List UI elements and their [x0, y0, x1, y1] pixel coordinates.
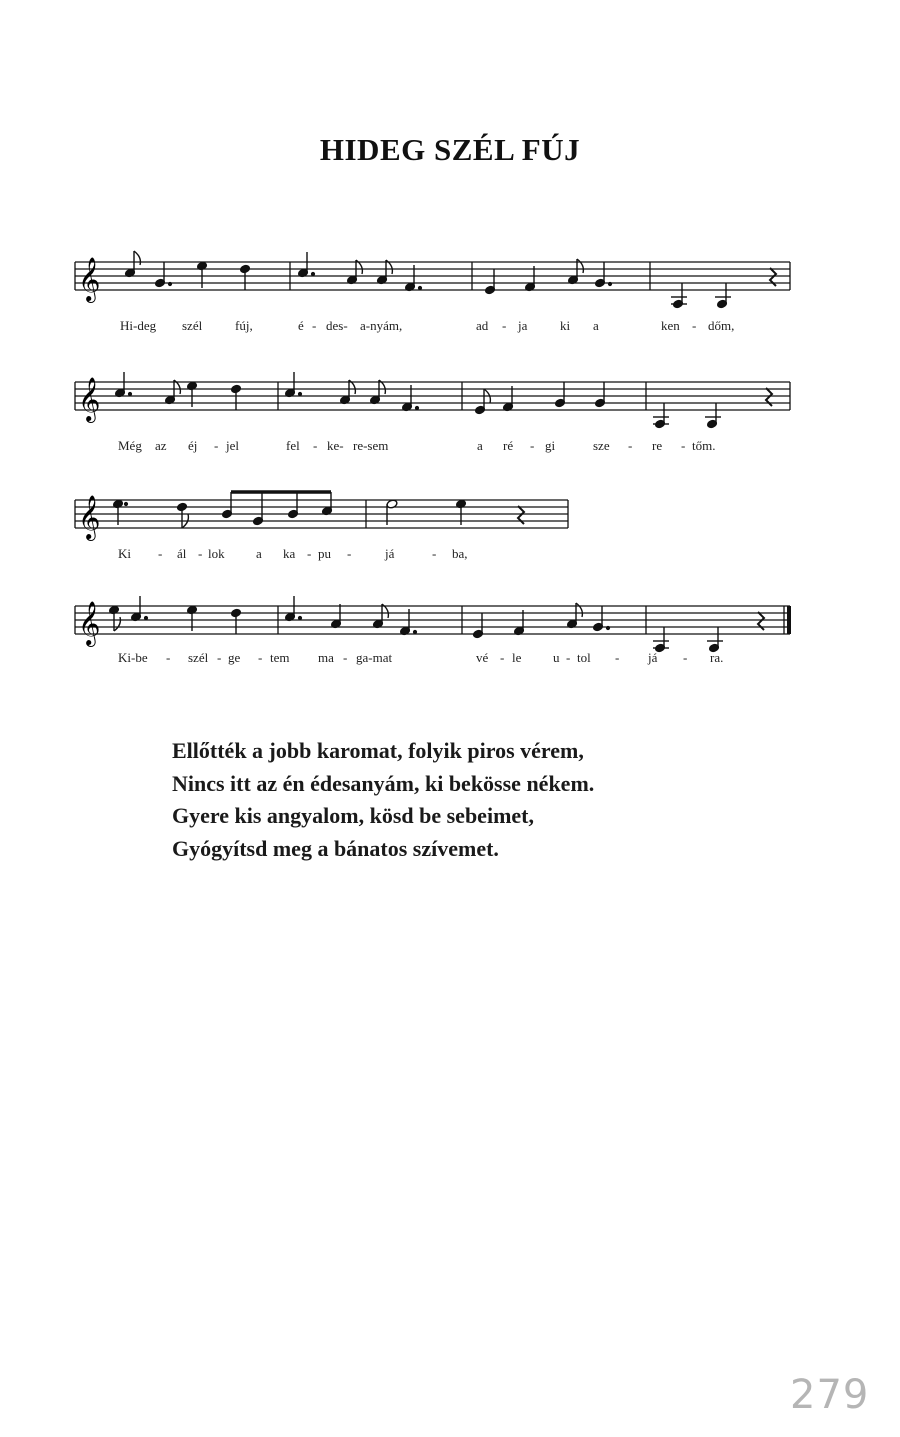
lyric-syllable: ad: [476, 318, 489, 333]
verse-line: Nincs itt az én édesanyám, ki bekösse nékem.: [172, 770, 595, 796]
lyric-syllable: -: [432, 546, 437, 561]
treble-clef-icon: 𝄞: [78, 601, 101, 645]
lyric-syllable: -: [166, 650, 171, 665]
music-system-1: [0, 240, 900, 340]
lyric-syllable: dőm,: [708, 318, 735, 333]
lyric-syllable: ka: [283, 546, 296, 561]
lyric-syllable: -: [158, 546, 163, 561]
lyric-syllable: é: [298, 318, 304, 333]
lyric-syllable: szél: [188, 650, 209, 665]
lyric-syllable: -: [307, 546, 312, 561]
lyric-syllable: já: [648, 650, 658, 665]
lyric-syllable: jel: [226, 438, 239, 453]
page-number: 279: [790, 1372, 870, 1418]
lyric-syllable: -: [198, 546, 203, 561]
song-title: HIDEG SZÉL FÚJ: [319, 132, 581, 167]
lyric-syllable: ken: [661, 318, 680, 333]
lyric-syllable: az: [155, 438, 167, 453]
lyric-syllable: ki: [560, 318, 571, 333]
verse-line: Gyógyítsd meg a bánatos szívemet.: [172, 835, 499, 861]
lyric-syllable: fel: [286, 438, 300, 453]
lyric-syllable: a-nyám,: [360, 318, 403, 333]
lyric-syllable: le: [512, 650, 522, 665]
lyric-syllable: -: [214, 438, 219, 453]
lyric-syllable: -: [312, 318, 317, 333]
lyric-syllable: ja: [518, 318, 528, 333]
treble-clef-icon: 𝄞: [78, 257, 101, 301]
lyric-syllable: Ki-be: [118, 650, 148, 665]
verse-text: [172, 735, 832, 865]
lyric-syllable: u: [553, 650, 560, 665]
lyric-syllable: -: [615, 650, 620, 665]
lyric-syllable: lok: [208, 546, 225, 561]
lyric-syllable: -: [502, 318, 507, 333]
lyric-syllable: des-: [326, 318, 348, 333]
staff-4: [0, 584, 900, 684]
music-system-2: [0, 360, 900, 460]
lyric-syllable: -: [258, 650, 263, 665]
lyric-syllable: já: [385, 546, 395, 561]
lyric-syllable: tőm.: [692, 438, 716, 453]
lyric-syllable: Ki: [118, 546, 131, 561]
lyric-syllable: a: [593, 318, 599, 333]
lyric-syllable: ma: [318, 650, 334, 665]
lyric-syllable: -: [500, 650, 505, 665]
music-system-4: [0, 584, 900, 684]
verse-line: Gyere kis angyalom, kösd be sebeimet,: [172, 803, 534, 828]
lyric-syllable: vé: [476, 650, 489, 665]
lyric-syllable: ga-mat: [356, 650, 393, 665]
lyric-syllable: Még: [118, 438, 142, 453]
lyric-syllable: -: [313, 438, 318, 453]
lyric-syllable: -: [343, 650, 348, 665]
lyric-syllable: -: [628, 438, 633, 453]
lyric-syllable: gi: [545, 438, 556, 453]
music-system-3: [0, 478, 900, 578]
lyric-syllable: -: [683, 650, 688, 665]
lyric-syllable: tol: [577, 650, 591, 665]
lyric-syllable: ré: [503, 438, 514, 453]
treble-clef-icon: 𝄞: [78, 377, 101, 421]
treble-clef-icon: 𝄞: [78, 495, 101, 539]
lyric-syllable: fúj,: [235, 318, 253, 333]
final-barline: [787, 606, 791, 634]
lyric-syllable: tem: [270, 650, 290, 665]
lyric-syllable: Hi-deg: [120, 318, 157, 333]
lyric-syllable: -: [347, 546, 352, 561]
lyric-syllable: ke-: [327, 438, 344, 453]
lyric-syllable: sze: [593, 438, 610, 453]
lyric-syllable: a: [477, 438, 483, 453]
lyric-syllable: éj: [188, 438, 198, 453]
lyric-syllable: -: [217, 650, 222, 665]
lyric-syllable: szél: [182, 318, 203, 333]
lyric-syllable: ra.: [710, 650, 724, 665]
lyric-syllable: ál: [177, 546, 187, 561]
lyric-syllable: ge: [228, 650, 241, 665]
lyric-syllable: re-sem: [353, 438, 389, 453]
lyric-syllable: ba,: [452, 546, 468, 561]
verse-line: Ellőtték a jobb karomat, folyik piros vérem,: [172, 738, 584, 763]
lyric-syllable: re: [652, 438, 663, 453]
lyric-syllable: -: [692, 318, 697, 333]
lyric-syllable: -: [530, 438, 535, 453]
lyric-syllable: -: [566, 650, 571, 665]
lyric-syllable: a: [256, 546, 262, 561]
lyric-syllable: pu: [318, 546, 331, 561]
staff-3: [0, 478, 900, 578]
lyric-syllable: -: [681, 438, 686, 453]
